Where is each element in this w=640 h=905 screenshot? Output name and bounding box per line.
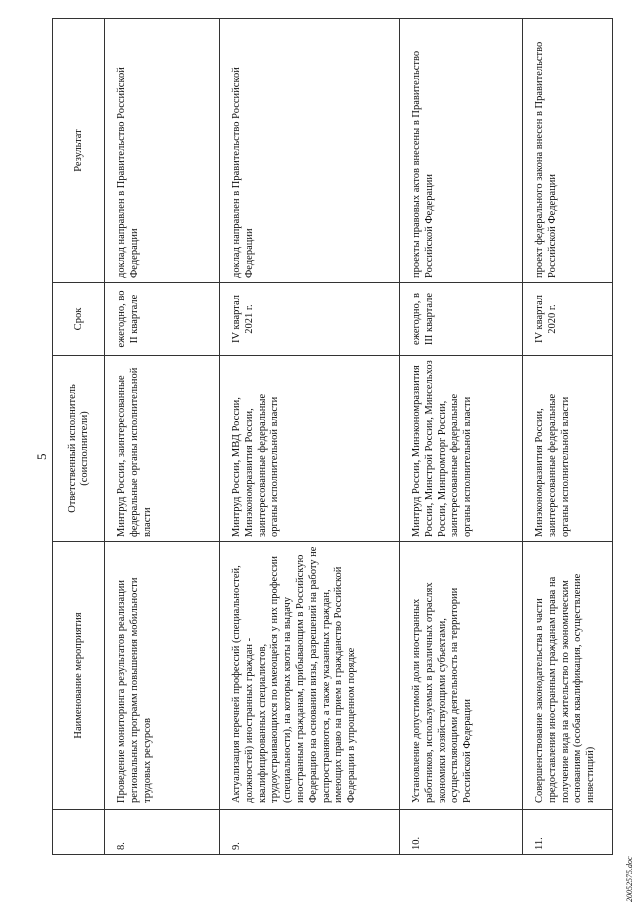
row-executor: Минтруд России, заинтересованные федеральные органы исполнительной власти [105,356,220,542]
header-number [53,810,105,855]
row-result: проекты правовых актов внесены в Правительство Российской Федерации [400,19,523,283]
row-number: 11. [523,810,613,855]
row-term: ежегодно, в III квартале [400,283,523,356]
row-term: IV квартал 2020 г. [523,283,613,356]
row-executor: Минтруд России, МВД России, Минэкономразвития России, заинтересованные федеральные органы исполнительной власти [220,356,400,542]
row-result: доклад направлен в Правительство Российской Федерации [105,19,220,283]
measures-table [52,18,613,855]
table-header-row [53,19,105,855]
table-row [220,19,400,855]
row-term: IV квартал 2021 г. [220,283,400,356]
header-term: Срок [53,283,105,356]
row-number: 9. [220,810,400,855]
header-result: Результат [53,19,105,283]
row-executor: Минтруд России, Минэкономразвития России, Минстрой России, Минсельхоз России, Минпромторг России, заинтересованные федеральные органы исполнительной власти [400,356,523,542]
row-result: доклад направлен в Правительство Российской Федерации [220,19,400,283]
table-row [523,19,613,855]
row-measure: Проведение мониторинга результатов реализации региональных программ повышения мобильности трудовых ресурсов [105,542,220,810]
row-executor: Минэкономразвития России, заинтересованные федеральные органы исполнительной власти [523,356,613,542]
row-measure: Совершенствование законодательства в части предоставления иностранным гражданам права на получение вида на жительство по экономическим основаниям (особая квалификация, осуществление инвестиций) [523,542,613,810]
row-number: 10. [400,810,523,855]
table-row [400,19,523,855]
page-number: 5 [34,453,49,460]
table-row [105,19,220,855]
row-term: ежегодно, во II квартале [105,283,220,356]
row-measure: Установление допустимой доли иностранных работников, используемых в различных отраслях экономики хозяйствующими субъектами, осуществляющими деятельность на территории Российской Федерации [400,542,523,810]
row-result: проект федерального закона внесен в Правительство Российской Федерации [523,19,613,283]
document-id: 20052575.doc [625,856,634,902]
header-executor: Ответственный исполнитель (соисполнители) [53,356,105,542]
header-measure: Наименование мероприятия [53,542,105,810]
row-measure: Актуализация перечней профессий (специальностей, должностей) иностранных граждан - квалифицированных специалистов, трудоустраивающихся по имеющейся у них профессии (специальности), на которых квоты на выдачу иностранным гражданам, прибывающим в Российскую Федерацию на основании визы, разрешений на работу не распространяются, а также указанных граждан, имеющих право на прием в гражданство Российской Федерации в упрощенном порядке [220,542,400,810]
row-number: 8. [105,810,220,855]
